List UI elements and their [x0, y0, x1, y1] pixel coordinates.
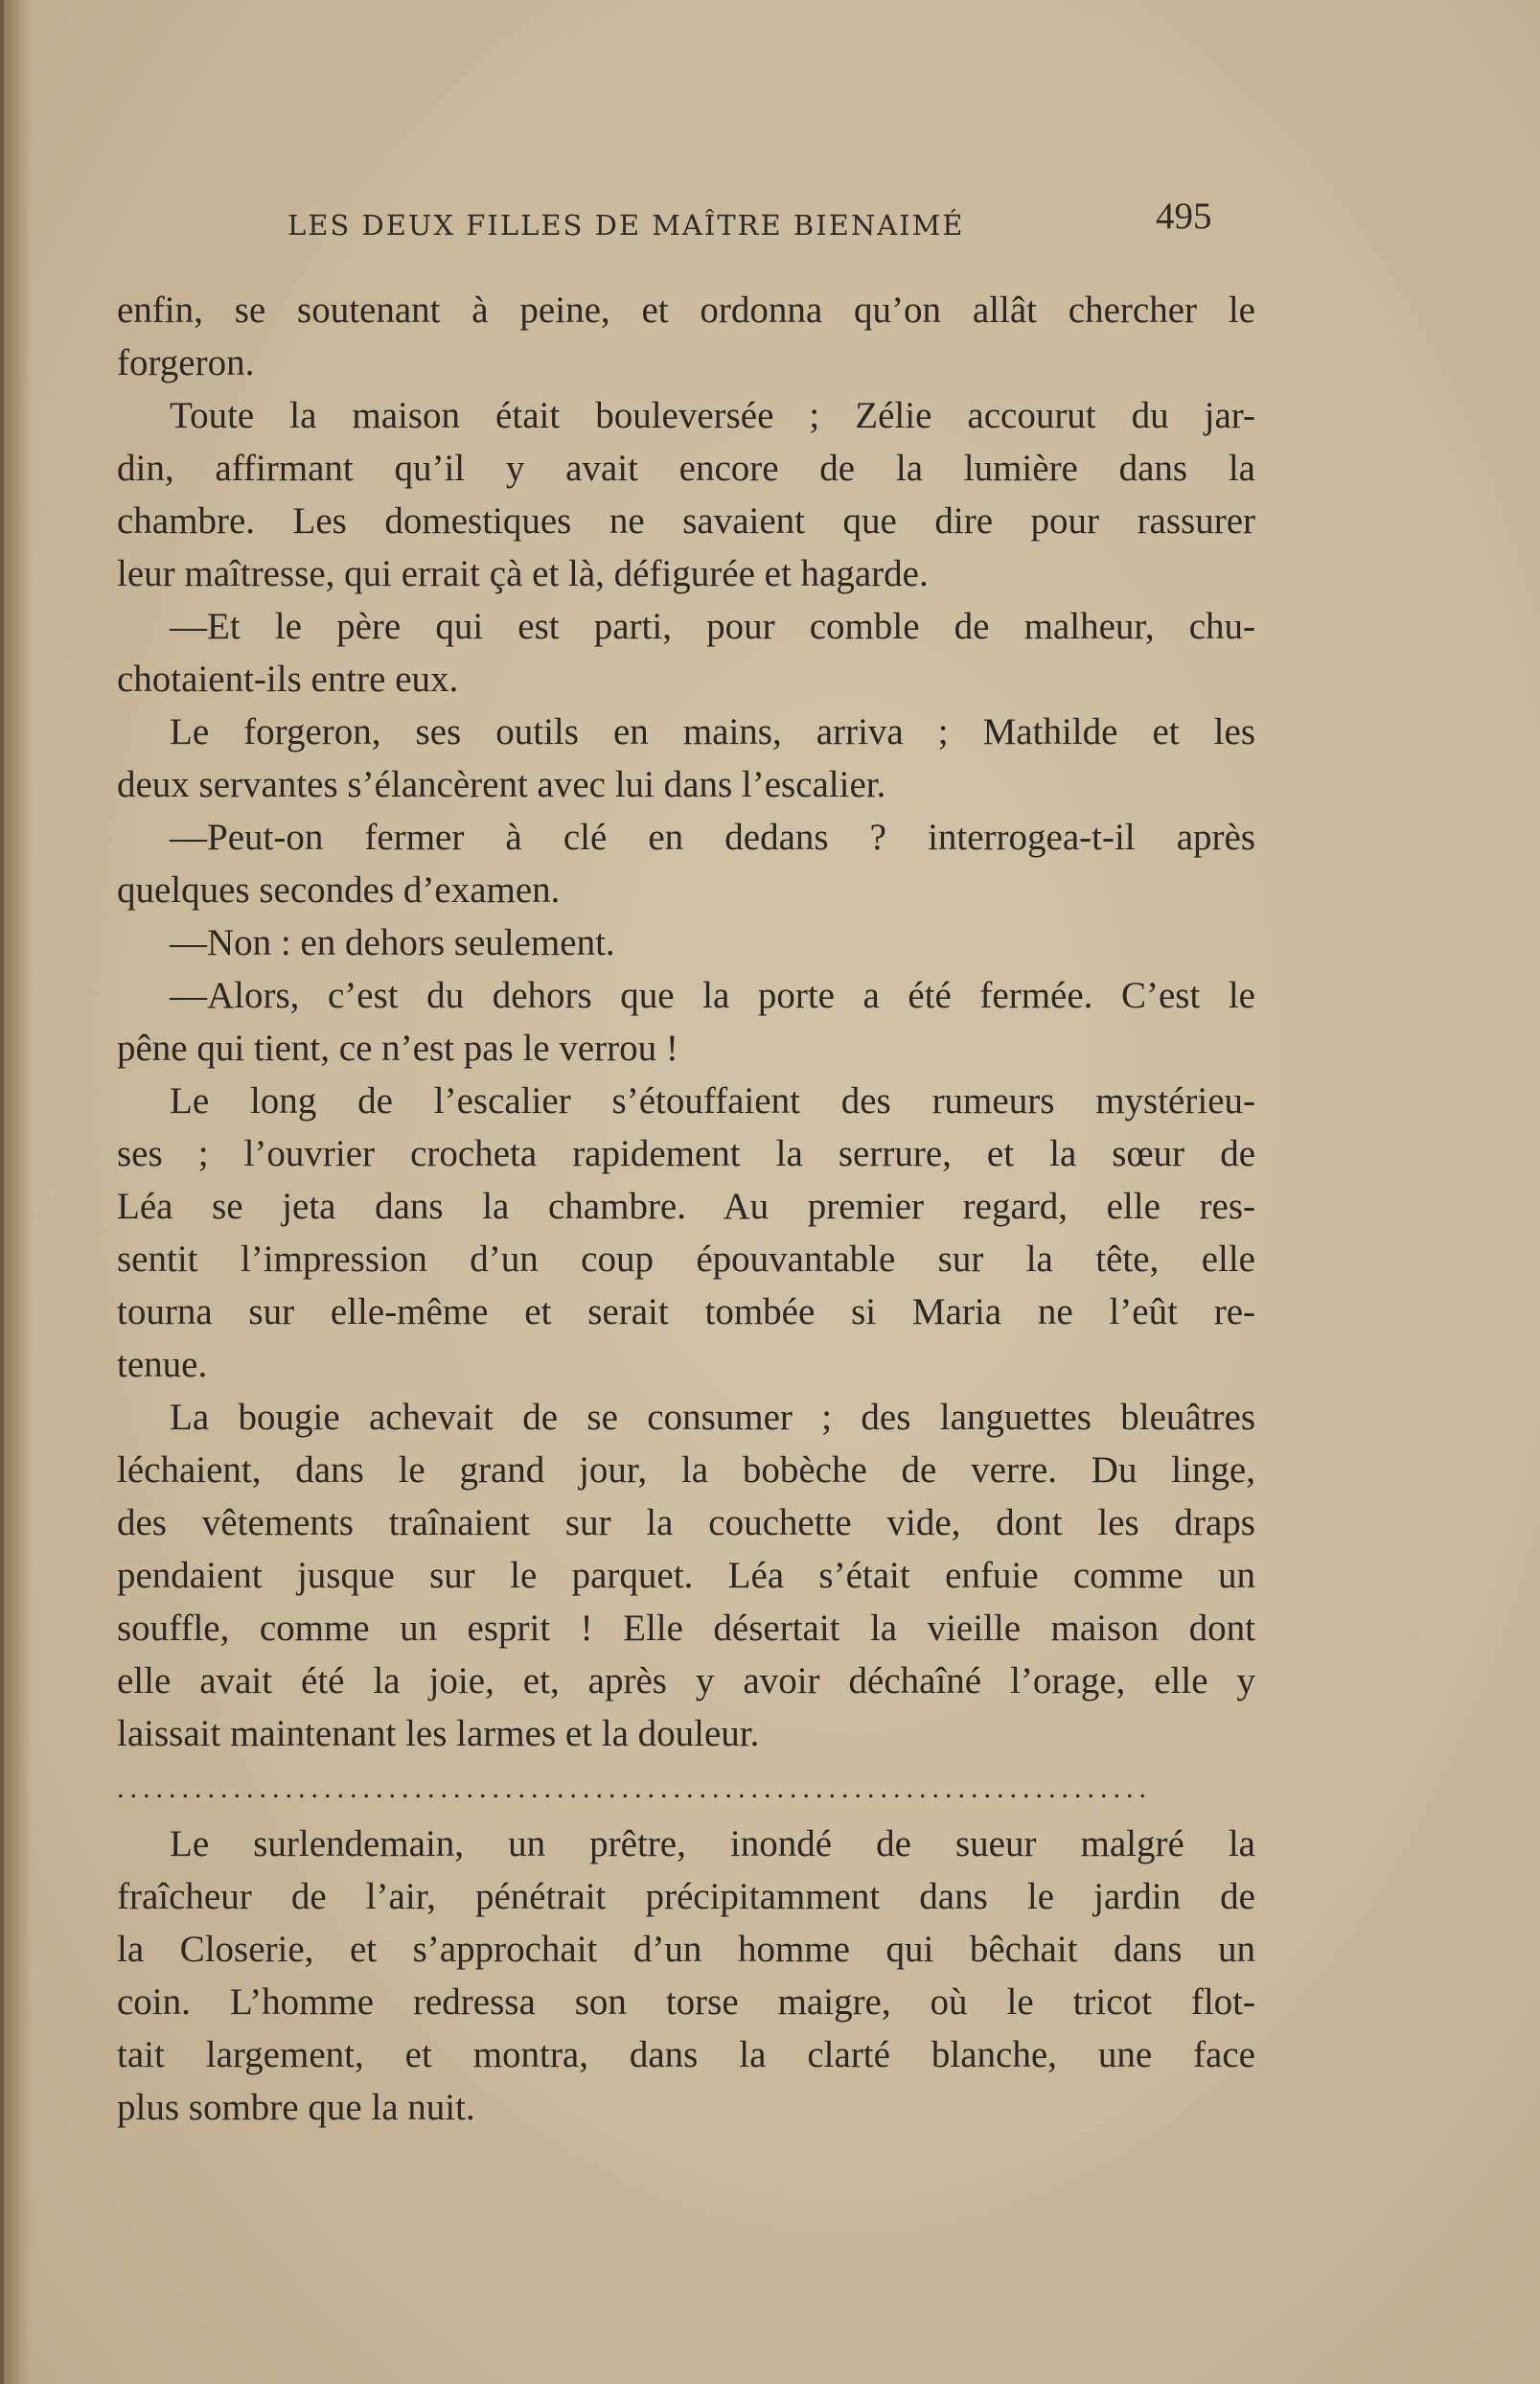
text-line: chambre. Les domestiques ne savaient que dire pour rassurer: [117, 500, 1255, 542]
text-line: pendaient jusque sur le parquet. Léa s’était enfuie comme un: [117, 1555, 1255, 1596]
section-separator: ................................................................................: [117, 1772, 1152, 1804]
text-line: deux servantes s’élancèrent avec lui dans l’escalier.: [117, 764, 886, 805]
text-line: Le long de l’escalier s’étouffaient des rumeurs mystérieu-: [170, 1080, 1255, 1122]
text-line: léchaient, dans le grand jour, la bobèche de verre. Du linge,: [117, 1449, 1255, 1491]
text-line: des vêtements traînaient sur la couchette vide, dont les draps: [117, 1502, 1255, 1543]
text-line: souffle, comme un esprit ! Elle désertait la vieille maison dont: [117, 1608, 1255, 1649]
text-line: ses ; l’ouvrier crocheta rapidement la serrure, et la sœur de: [117, 1133, 1255, 1174]
text-line: La bougie achevait de se consumer ; des languettes bleuâtres: [170, 1397, 1255, 1438]
text-line: —Peut-on fermer à clé en dedans ? interrogea-t-il après: [170, 817, 1255, 858]
text-line: elle avait été la joie, et, après y avoir déchaîné l’orage, elle y: [117, 1660, 1255, 1701]
text-line: la Closerie, et s’approchait d’un homme qui bêchait dans un: [117, 1929, 1255, 1970]
text-line: Toute la maison était bouleversée ; Zélie accourut du jar-: [170, 395, 1255, 436]
body-text: [117, 284, 1255, 2134]
text-line: chotaient-ils entre eux.: [117, 659, 459, 700]
text-line: sentit l’impression d’un coup épouvantable sur la tête, elle: [117, 1238, 1255, 1280]
text-line: leur maîtresse, qui errait çà et là, défigurée et hagarde.: [117, 553, 929, 594]
text-line: tenue.: [117, 1344, 208, 1385]
running-title: LES DEUX FILLES DE MAÎTRE BIENAIMÉ: [287, 209, 965, 242]
text-line: —Alors, c’est du dehors que la porte a été fermée. C’est le: [170, 975, 1255, 1016]
text-line: laissait maintenant les larmes et la douleur.: [117, 1713, 760, 1754]
text-block-before-separator: [117, 284, 1255, 1760]
text-line: fraîcheur de l’air, pénétrait précipitamment dans le jardin de: [117, 1876, 1255, 1917]
text-line: Léa se jeta dans la chambre. Au premier regard, elle res-: [117, 1186, 1255, 1227]
text-line: coin. L’homme redressa son torse maigre, où le tricot flot-: [117, 1981, 1255, 2023]
text-line: tourna sur elle-même et serait tombée si Maria ne l’eût re-: [117, 1291, 1255, 1332]
text-line: —Et le père qui est parti, pour comble de malheur, chu-: [170, 606, 1255, 647]
text-line: tait largement, et montra, dans la clarté blanche, une face: [117, 2034, 1255, 2075]
text-line: pêne qui tient, ce n’est pas le verrou !: [117, 1028, 678, 1069]
text-line: Le surlendemain, un prêtre, inondé de sueur malgré la: [170, 1823, 1255, 1864]
text-line: forgeron.: [117, 342, 255, 383]
page-number: 495: [1156, 196, 1212, 237]
text-line: quelques secondes d’examen.: [117, 869, 561, 911]
text-line: Le forgeron, ses outils en mains, arriva ; Mathilde et les: [170, 711, 1255, 752]
text-line: plus sombre que la nuit.: [117, 2087, 475, 2128]
text-block-after-separator: [117, 1817, 1255, 2134]
text-line: enfin, se soutenant à peine, et ordonna qu’on allât chercher le: [117, 289, 1255, 331]
text-line: —Non : en dehors seulement.: [170, 922, 615, 963]
text-line: din, affirmant qu’il y avait encore de la lumière dans la: [117, 448, 1255, 489]
